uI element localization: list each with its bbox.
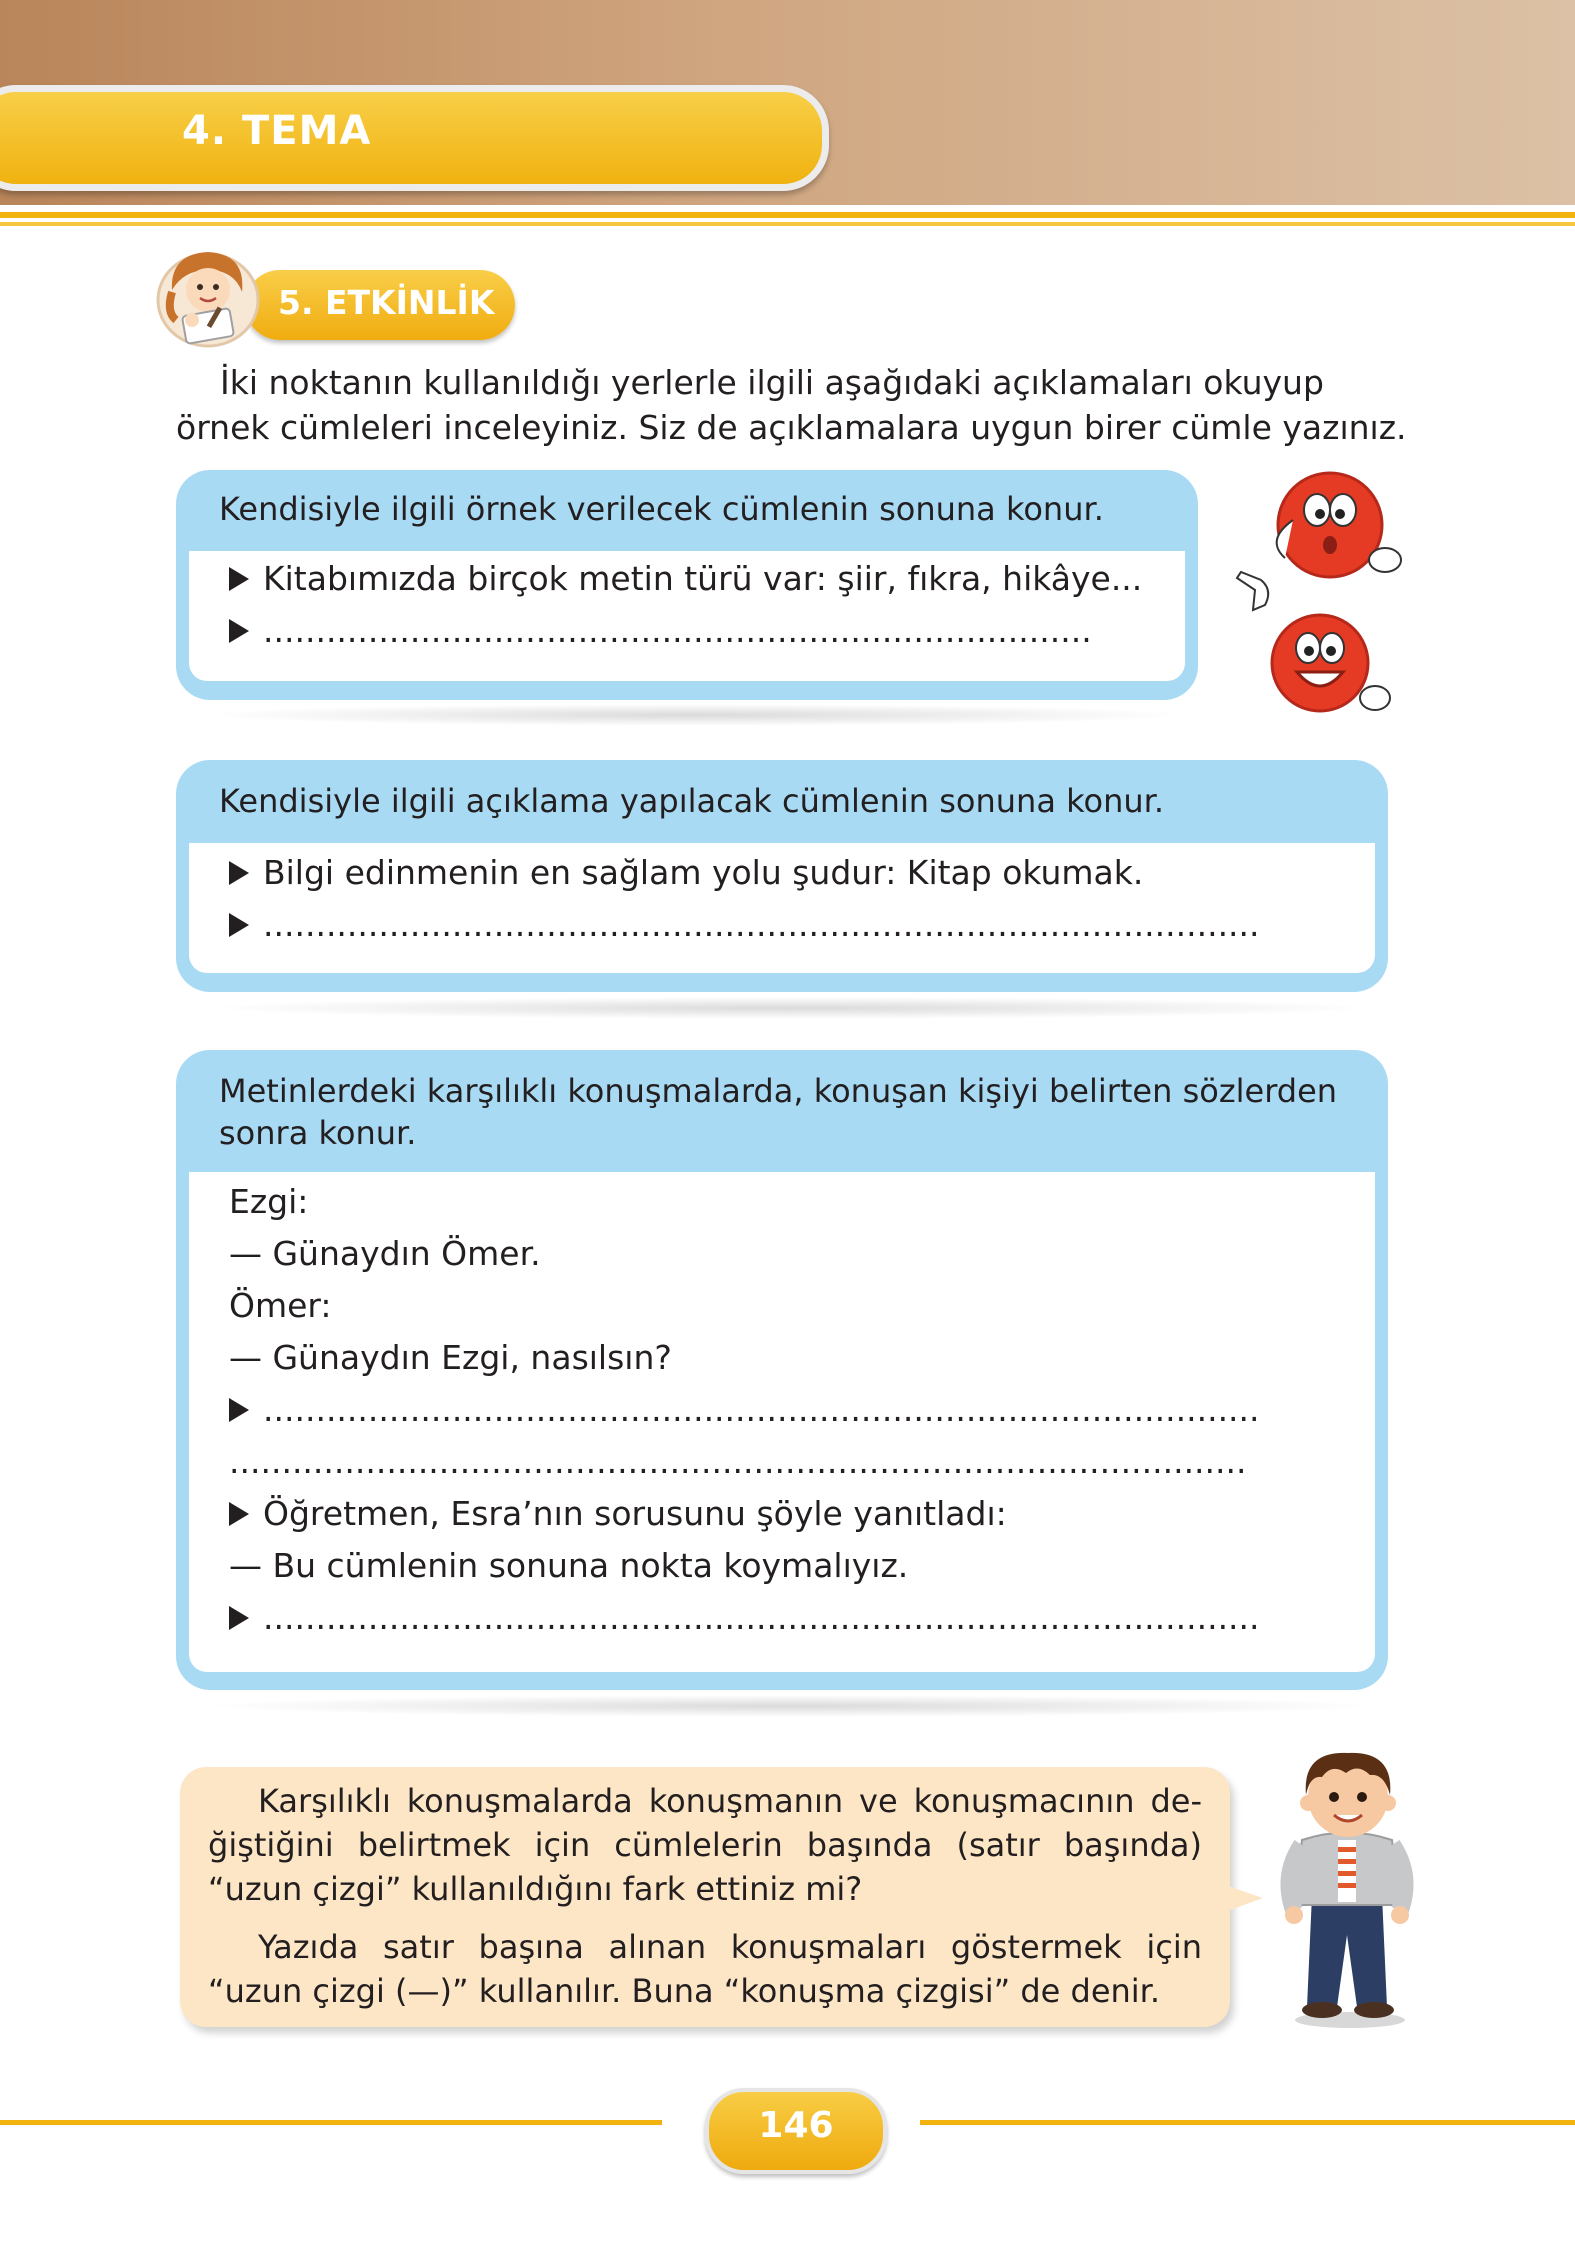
rule-heading: Kendisiyle ilgili örnek verilecek cümlenin sonuna konur. [219,490,1104,528]
rule-body [189,551,1185,681]
answer-dots: ............................................................................... [263,611,1092,650]
arrow-bullet-icon [229,619,249,643]
activity-label: 5. ETKİNLİK [278,283,495,322]
answer-line[interactable] [229,1598,1260,1637]
arrow-bullet-icon [229,1398,249,1422]
answer-line-continued[interactable]: ................................................................................................. [229,1442,1247,1481]
header-rule [0,212,1575,218]
dialogue-line: Ömer: [229,1286,332,1325]
answer-line[interactable] [229,1390,1260,1429]
dialogue-line: — Günaydın Ezgi, nasılsın? [229,1338,672,1377]
rule-box-explanation [176,760,1388,992]
box-shadow [200,704,1190,726]
example-text: Bilgi edinmenin en sağlam yolu şudur: Kitap okumak. [263,853,1144,892]
example-text: Kitabımızda birçok metin türü var: şiir, fıkra, hikâye... [263,559,1143,598]
example-sentence [229,559,1142,598]
rule-heading: Kendisiyle ilgili açıklama yapılacak cümlenin sonuna konur. [219,782,1165,820]
answer-dots: ............................................................................................... [263,1598,1260,1637]
info-note-box [180,1767,1230,2027]
theme-banner [0,85,829,191]
dialogue-line: Ezgi: [229,1182,309,1221]
answer-dots: ............................................................................................... [263,1390,1260,1429]
rule-body [189,1172,1375,1672]
answer-line[interactable] [229,905,1260,944]
theme-label: 4. TEMA [182,108,372,154]
arrow-bullet-icon [229,1606,249,1630]
dialogue-line: — Günaydın Ömer. [229,1234,541,1273]
arrow-bullet-icon [229,1502,249,1526]
arrow-bullet-icon [229,913,249,937]
intro-text: İki noktanın kullanıldığı yerlerle ilgili aşağıdaki açıklamaları okuyup örnek cümleleri inceleyiniz. Siz de açıklamalara uygun birer cümle yazınız. [176,363,1407,447]
boy-character-icon [1262,1745,1432,2035]
speech-pointer-icon [1225,1880,1265,1920]
box-shadow [200,1695,1380,1717]
rule-heading-line2: sonra konur. [219,1114,417,1152]
header-rule-thin [0,222,1575,226]
answer-dots: ............................................................................................... [263,905,1260,944]
dialogue-line: — Bu cümlenin sonuna nokta koymalıyız. [229,1546,909,1585]
note-paragraph-2: Yazıda satır başına alınan konuşmaları göstermek için “uzun çizgi (—)” kullanılır. Buna “konuşma çizgisi” de denir. [208,1928,1202,2010]
rule-heading-line1: Metinlerdeki karşılıklı konuşmalarda, konuşan kişiyi belirten sözlerden [219,1072,1338,1110]
example-sentence [229,1494,1007,1533]
page-number: 146 [758,2105,834,2146]
rule-body [189,843,1375,973]
footer-rule-right [920,2120,1575,2125]
answer-line[interactable] [229,611,1092,650]
arrow-bullet-icon [229,567,249,591]
example-sentence [229,853,1143,892]
arrow-bullet-icon [229,861,249,885]
girl-reading-icon [150,240,270,350]
rule-box-dialogue [176,1050,1388,1690]
box-shadow [200,997,1380,1019]
rule-box-example [176,470,1198,700]
footer-rule-left [0,2120,662,2125]
red-ball-characters-icon [1225,460,1410,725]
note-paragraph-1: Karşılıklı konuşmalarda konuşmanın ve konuşmacının de-ğiştiğini belirtmek için cümlelerin başında (satır başında) “uzun çizgi” kullanıldığını fark ettiniz mi? [208,1782,1202,1908]
example-text: Öğretmen, Esra’nın sorusunu şöyle yanıtladı: [263,1494,1007,1533]
